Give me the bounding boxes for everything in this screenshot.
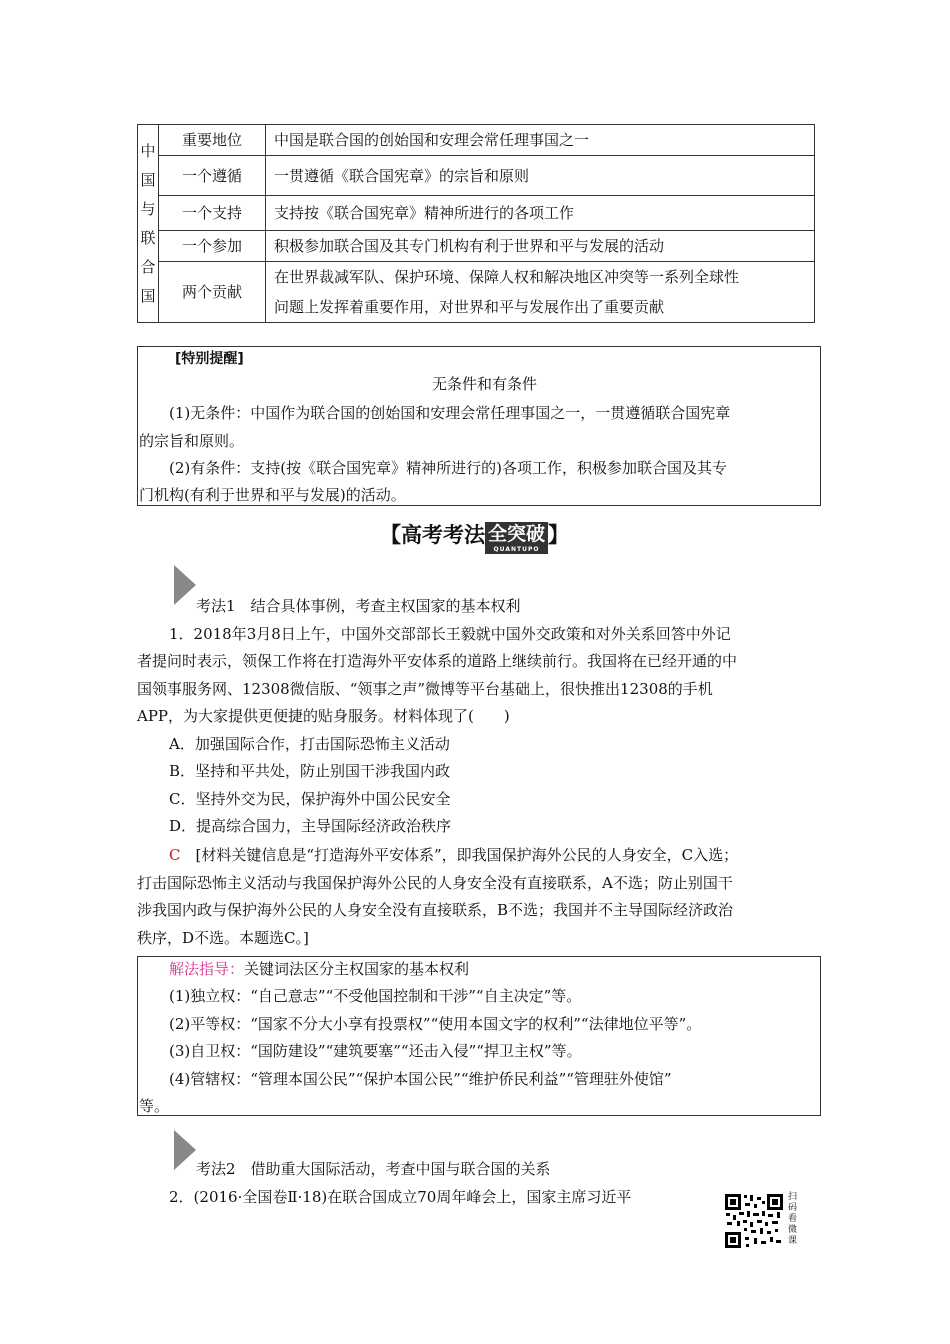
tips-line: (1)独立权：“自己意志”“不受他国控制和干涉”“自主决定”等。	[169, 987, 582, 1005]
reminder-title: 无条件和有条件	[432, 375, 538, 393]
answer-explanation: C [材料关键信息是“打造海外平安体系”，即我国保护海外公民的人身安全，C入选；	[169, 846, 739, 864]
option-b: B．坚持和平共处，防止别国干涉我国内政	[169, 762, 451, 780]
table-key: 一个遵循	[159, 156, 266, 196]
table-key: 两个贡献	[159, 262, 266, 323]
method-tips-box	[137, 956, 821, 1116]
question-line: 者提问时表示，领保工作将在打造海外平安体系的道路上继续前行。我国将在已经开通的中	[137, 652, 738, 670]
china-un-table	[137, 124, 815, 323]
table-key: 一个支持	[159, 196, 266, 231]
tips-line: (2)平等权：“国家不分大小享有投票权”“使用本国文字的权利”“法律地位平等”。	[169, 1015, 702, 1033]
qr-code-icon[interactable]	[724, 1193, 784, 1249]
option-d: D．提高综合国力，主导国际经济政治秩序	[169, 817, 452, 835]
table-side-label: 中 国 与 联 合 国	[138, 125, 159, 323]
question-line: 国领事服务网、12308微信版、“领事之声”微博等平台基础上，很快推出12308的手机	[137, 680, 713, 698]
table-value: 中国是联合国的创始国和安理会常任理事国之一	[266, 125, 815, 156]
tips-line: (4)管辖权：“管理本国公民”“保护本国公民”“维护侨民利益”“管理驻外使馆”	[169, 1070, 672, 1088]
answer-line: 秩序，D不选。本题选C。]	[137, 929, 309, 947]
tips-line: 等。	[139, 1097, 170, 1115]
reminder-line: 门机构(有利于世界和平与发展)的活动。	[139, 486, 406, 504]
reminder-line: (1)无条件：中国作为联合国的创始国和安理会常任理事国之一，一贯遵循联合国宪章	[169, 404, 731, 422]
reminder-label: [特别提醒]	[175, 351, 244, 367]
table-key: 一个参加	[159, 231, 266, 262]
answer-line: 打击国际恐怖主义活动与我国保护海外公民的人身安全没有直接联系，A不选；防止别国干	[137, 874, 733, 892]
question-line: APP，为大家提供更便捷的贴身服务。材料体现了( )	[137, 707, 510, 725]
option-a: A．加强国际合作，打击国际恐怖主义活动	[169, 735, 450, 753]
table-value: 支持按《联合国宪章》精神所进行的各项工作	[266, 196, 815, 231]
table-key: 重要地位	[159, 125, 266, 156]
table-value: 积极参加联合国及其专门机构有利于世界和平与发展的活动	[266, 231, 815, 262]
section-heading: 【 高考考法 全突破 QUANTUPO 】	[380, 523, 570, 553]
method1-title: 考法1 结合具体事例，考查主权国家的基本权利	[196, 597, 521, 615]
special-reminder-box	[137, 346, 821, 506]
question-line: 1．2018年3月8日上午，中国外交部部长王毅就中国外交政策和对外关系回答中外记	[169, 625, 731, 643]
play-arrow-icon	[174, 565, 196, 605]
tips-label: 解法指导：	[169, 960, 245, 978]
option-c: C．坚持外交为民，保护海外中国公民安全	[169, 790, 451, 808]
section-badge: 全突破 QUANTUPO	[485, 522, 548, 546]
tips-lead: 解法指导：关键词法区分主权国家的基本权利	[169, 960, 470, 978]
play-arrow-icon	[174, 1130, 196, 1170]
qr-caption: 扫码看微课	[788, 1192, 798, 1246]
tips-line: (3)自卫权：“国防建设”“建筑要塞”“还击入侵”“捍卫主权”等。	[169, 1042, 582, 1060]
table-value: 在世界裁减军队、保护环境、保障人权和解决地区冲突等一系列全球性 问题上发挥着重要作用，对世界和平与发展作出了重要贡献	[266, 262, 815, 323]
question-line: 2．(2016·全国卷Ⅱ·18)在联合国成立70周年峰会上，国家主席习近平	[169, 1188, 632, 1206]
method2-title: 考法2 借助重大国际活动，考查中国与联合国的关系	[196, 1160, 551, 1178]
answer-line: 涉我国内政与保护海外公民的人身安全没有直接联系，B不选；我国并不主导国际经济政治	[137, 901, 734, 919]
table-value: 一贯遵循《联合国宪章》的宗旨和原则	[266, 156, 815, 196]
answer-letter: C	[169, 846, 181, 864]
reminder-line: (2)有条件：支持(按《联合国宪章》精神所进行的)各项工作，积极参加联合国及其专	[169, 459, 727, 477]
reminder-line: 的宗旨和原则。	[139, 432, 245, 450]
